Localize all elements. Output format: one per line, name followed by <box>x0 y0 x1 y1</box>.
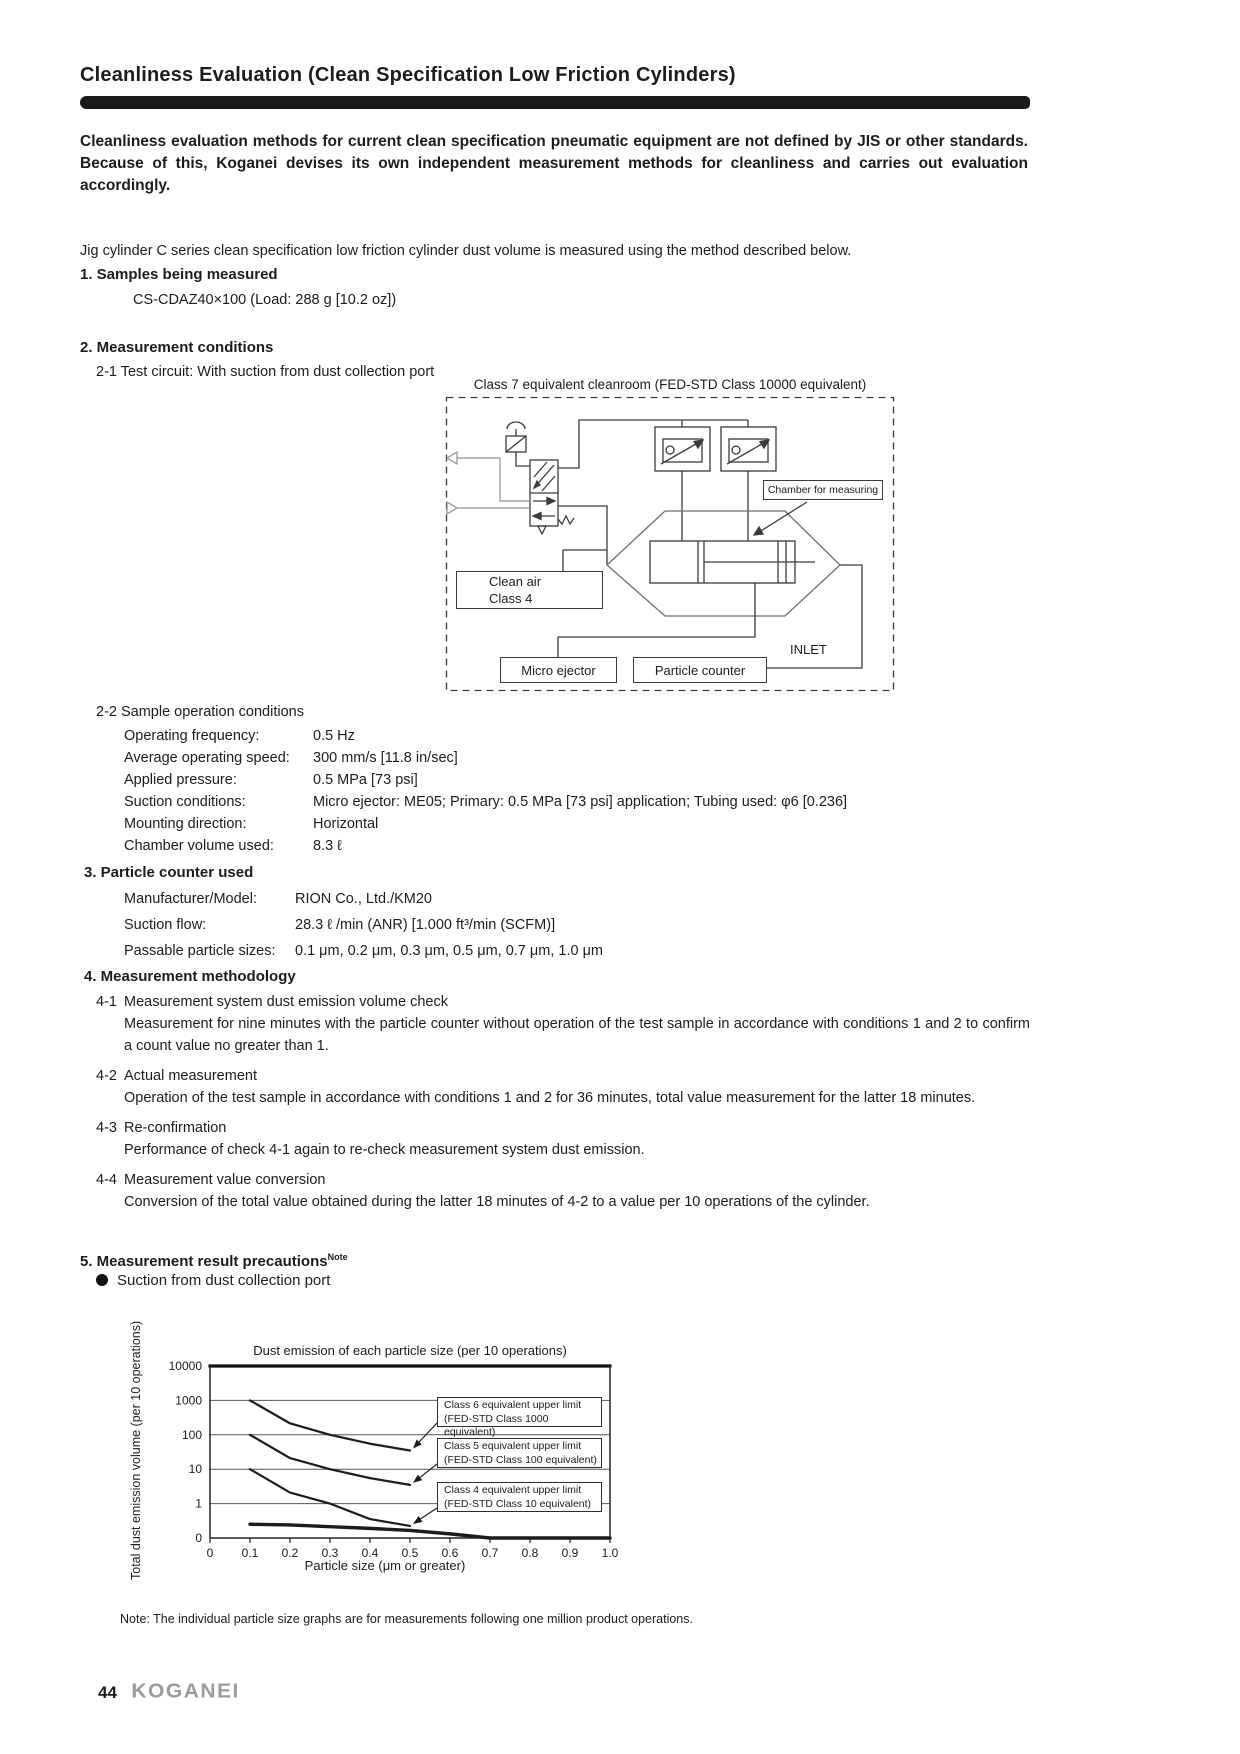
condition-label: Suction conditions: <box>124 794 246 810</box>
condition-value: 0.5 Hz <box>313 728 355 744</box>
svg-text:1.0: 1.0 <box>601 1546 619 1560</box>
item-body: Operation of the test sample in accordance with conditions 1 and 2 for 36 minutes, total value measurement for the latter 18 minutes. <box>124 1090 976 1106</box>
callout-line2: (FED-STD Class 100 equivalent) <box>444 1453 597 1466</box>
svg-text:0.6: 0.6 <box>441 1546 459 1560</box>
item-title: Actual measurement <box>124 1068 257 1084</box>
clean-air-line2: Class 4 <box>489 591 533 606</box>
list-item <box>96 991 1030 1057</box>
intro-paragraph: Cleanliness evaluation methods for current clean specification pneumatic equipment are not defined by JIS or other standards. Because of this, Koganei devises its own independent measurement methods for cleanliness and carries out evaluation accordingly. <box>80 133 1028 194</box>
table-row <box>124 769 1030 791</box>
svg-text:0: 0 <box>206 1546 214 1560</box>
page-title: Cleanliness Evaluation (Clean Specification Low Friction Cylinders) <box>80 64 736 86</box>
chart-x-axis-label: Particle size (μm or greater) <box>304 1558 466 1573</box>
class5-limit-callout <box>437 1438 602 1468</box>
condition-label: Mounting direction: <box>124 816 247 832</box>
spec-value: 28.3 ℓ /min (ANR) [1.000 ft³/min (SCFM)] <box>295 917 556 933</box>
condition-value: 0.5 MPa [73 psi] <box>313 772 418 788</box>
condition-value: 8.3 ℓ <box>313 838 342 854</box>
svg-text:0: 0 <box>195 1531 202 1545</box>
spec-value: RION Co., Ltd./KM20 <box>295 891 432 907</box>
footnote: Note: The individual particle size graphs are for measurements following one million product operations. <box>120 1612 693 1626</box>
condition-label: Average operating speed: <box>124 750 290 766</box>
item-title: Re-confirmation <box>124 1120 227 1136</box>
section-2-heading: 2. Measurement conditions <box>80 339 274 356</box>
particle-counter-table <box>124 886 1030 964</box>
spec-label: Suction flow: <box>124 917 207 933</box>
clean-air-label <box>456 571 603 609</box>
item-body: Conversion of the total value obtained during the latter 18 minutes of 4-2 to a value per 10 operations of the cylinder. <box>124 1194 870 1210</box>
list-item <box>96 1117 1030 1161</box>
note-superscript: Note <box>327 1252 348 1262</box>
svg-text:0.8: 0.8 <box>521 1546 539 1560</box>
class6-limit-callout <box>437 1397 602 1438</box>
measuring-chamber-outline <box>607 511 840 616</box>
spring-icon <box>558 516 574 524</box>
page-number: 44 <box>98 1683 117 1702</box>
svg-text:0.4: 0.4 <box>361 1546 379 1560</box>
inlet-label: INLET <box>790 642 827 657</box>
list-item <box>96 1065 1030 1109</box>
table-row <box>124 835 1030 857</box>
section-1-heading: 1. Samples being measured <box>80 266 278 283</box>
suction-bullet-line <box>96 1270 330 1292</box>
exhaust-triangle-icon <box>447 502 457 514</box>
section-3-heading: 3. Particle counter used <box>84 864 254 881</box>
chamber-pointer-arrow <box>754 527 763 535</box>
section-2-2-heading: 2-2 Sample operation conditions <box>96 704 304 720</box>
item-number: 4-2 <box>96 1068 117 1084</box>
speed-controller-icon <box>655 427 710 471</box>
table-row <box>124 725 1030 747</box>
speed-controller-icon <box>721 427 776 471</box>
table-row <box>124 938 1030 964</box>
condition-label: Applied pressure: <box>124 772 237 788</box>
section-5-heading <box>80 1246 348 1273</box>
callout-line1: Class 6 equivalent upper limit <box>444 1399 582 1411</box>
chart-y-axis-label: Total dust emission volume (per 10 operations) <box>129 1320 143 1580</box>
lead-paragraph: Jig cylinder C series clean specification low friction cylinder dust volume is measured using the method described below. <box>80 243 852 259</box>
bullet-icon <box>96 1274 108 1286</box>
cleanroom-label: Class 7 equivalent cleanroom (FED-STD Class 10000 equivalent) <box>473 377 867 392</box>
list-item <box>96 1169 1030 1213</box>
spec-label: Passable particle sizes: <box>124 943 276 959</box>
section-4-heading: 4. Measurement methodology <box>84 968 296 985</box>
test-circuit-diagram <box>445 396 895 692</box>
svg-text:100: 100 <box>181 1427 202 1442</box>
chart-title: Dust emission of each particle size (per 10 operations) <box>253 1343 567 1358</box>
condition-label: Operating frequency: <box>124 728 260 744</box>
header <box>80 64 1030 109</box>
title-underline-bar <box>80 96 1030 109</box>
class4-limit-callout <box>437 1482 602 1512</box>
spec-value: 0.1 μm, 0.2 μm, 0.3 μm, 0.5 μm, 0.7 μm, 1.0 μm <box>295 943 603 959</box>
exhaust-port-icon <box>538 526 546 534</box>
bullet-text: Suction from dust collection port <box>117 1272 331 1289</box>
item-number: 4-1 <box>96 994 117 1010</box>
condition-value: 300 mm/s [11.8 in/sec] <box>313 750 458 766</box>
item-body: Performance of check 4-1 again to re-check measurement system dust emission. <box>124 1142 645 1158</box>
callout-line1: Class 5 equivalent upper limit <box>444 1440 582 1452</box>
item-number: 4-4 <box>96 1172 117 1188</box>
condition-value: Micro ejector: ME05; Primary: 0.5 MPa [73 psi] application; Tubing used: φ6 [0.236] <box>313 794 848 810</box>
section-5-heading-text: 5. Measurement result precautions <box>80 1253 328 1270</box>
condition-value: Horizontal <box>313 816 379 832</box>
table-row <box>124 813 1030 835</box>
callout-line1: Class 4 equivalent upper limit <box>444 1484 582 1496</box>
svg-text:0.9: 0.9 <box>561 1546 579 1560</box>
section-2-1-heading: 2-1 Test circuit: With suction from dust collection port <box>96 364 435 380</box>
svg-text:0.3: 0.3 <box>321 1546 339 1560</box>
svg-text:0.5: 0.5 <box>401 1546 419 1560</box>
svg-text:10000: 10000 <box>168 1359 202 1373</box>
koganei-logo: KOGANEI <box>131 1680 240 1703</box>
circuit-schematic-drawing <box>445 396 895 692</box>
micro-ejector-label: Micro ejector <box>500 657 617 683</box>
item-body: Measurement for nine minutes with the particle counter without operation of the test sample in accordance with conditions 1 and 2 to confirm a count value no greater than 1. <box>124 1016 1030 1054</box>
table-row <box>124 886 1030 912</box>
item-title: Measurement value conversion <box>124 1172 326 1188</box>
svg-text:1: 1 <box>195 1496 202 1511</box>
operation-conditions-table <box>124 725 1030 857</box>
item-title: Measurement system dust emission volume check <box>124 994 448 1010</box>
chamber-for-measuring-label: Chamber for measuring <box>763 480 883 500</box>
callout-line2: (FED-STD Class 1000 equivalent) <box>444 1412 549 1438</box>
manual-override-icon <box>507 422 525 429</box>
svg-text:0.7: 0.7 <box>481 1546 499 1560</box>
svg-text:1000: 1000 <box>175 1393 202 1408</box>
svg-text:0.2: 0.2 <box>281 1546 299 1560</box>
particle-counter-label: Particle counter <box>633 657 767 683</box>
methodology-list <box>96 991 1030 1221</box>
table-row <box>124 791 1030 813</box>
callout-line2: (FED-STD Class 10 equivalent) <box>444 1497 592 1510</box>
table-row <box>124 747 1030 769</box>
table-row <box>124 912 1030 938</box>
footer <box>98 1680 240 1704</box>
cylinder-icon <box>650 541 815 583</box>
condition-label: Chamber volume used: <box>124 838 274 854</box>
exhaust-triangle-icon <box>447 452 457 464</box>
sample-model: CS-CDAZ40×100 (Load: 288 g [10.2 oz]) <box>133 292 397 308</box>
spec-label: Manufacturer/Model: <box>124 891 257 907</box>
svg-text:10: 10 <box>188 1462 202 1477</box>
clean-air-line1: Clean air <box>489 574 542 589</box>
item-number: 4-3 <box>96 1120 117 1136</box>
svg-text:0.1: 0.1 <box>241 1546 259 1560</box>
